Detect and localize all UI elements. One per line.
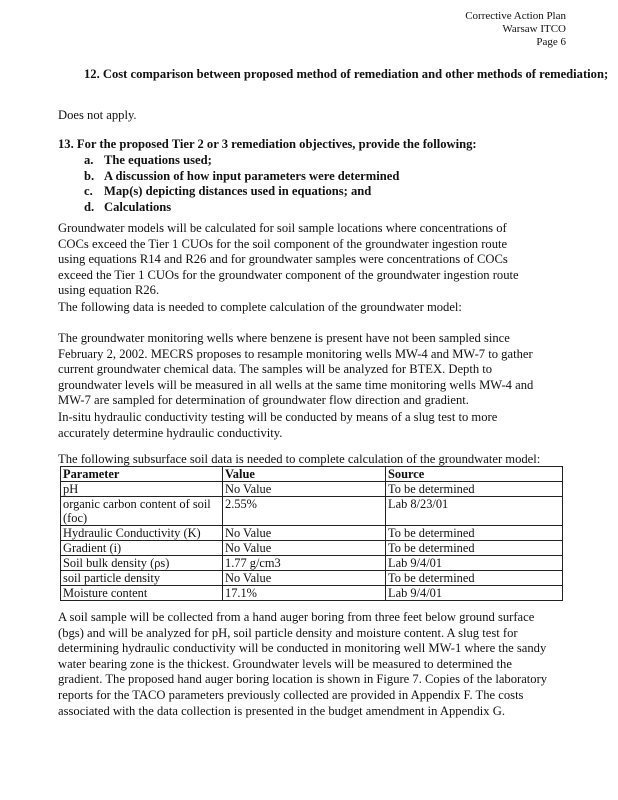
section-12-body: Does not apply.: [58, 108, 137, 122]
paragraph-soil-sample: A soil sample will be collected from a hand auger boring from three feet below ground surface (bgs) and will be analyzed for pH, soil particle density and moisture content. A slug test for determining hydraulic conductivity will be conducted in monitoring well MW-1 where the sandy water bearing zone is the thickest. Groundwater levels will be measured to determined the gradient. The proposed hand auger boring location is shown in Figure 7. Copies of the laboratory reports for the TACO parameters previously collected are provided in Appendix F. The costs associated with the data collection is presented in the budget amendment in Appendix G.: [58, 610, 548, 718]
section-13-list: [58, 153, 568, 215]
table-row: [61, 497, 563, 526]
cell: To be determined: [386, 482, 563, 497]
cell: organic carbon content of soil (foc): [61, 497, 223, 526]
cell: Hydraulic Conductivity (K): [61, 526, 223, 541]
cell: Lab 9/4/01: [386, 586, 563, 601]
list-text: A discussion of how input parameters were determined: [104, 168, 400, 183]
cell: To be determined: [386, 526, 563, 541]
table-row: [61, 556, 563, 571]
cell: soil particle density: [61, 571, 223, 586]
soil-data-table: [60, 466, 563, 601]
list-item: [58, 169, 568, 185]
cell: pH: [61, 482, 223, 497]
list-text: Map(s) depicting distances used in equations; and: [104, 184, 372, 199]
cell: To be determined: [386, 541, 563, 556]
cell: To be determined: [386, 571, 563, 586]
list-item: [58, 153, 568, 169]
cell: No Value: [223, 482, 386, 497]
paragraph-data-needed: The following data is needed to complete calculation of the groundwater model:: [58, 300, 462, 314]
list-item: [58, 200, 568, 216]
header-site: Warsaw ITCO: [502, 23, 566, 35]
table-header-row: [61, 467, 563, 482]
table-row: [61, 541, 563, 556]
list-letter: c.: [84, 184, 93, 199]
table-row: [61, 526, 563, 541]
cell: 1.77 g/cm3: [223, 556, 386, 571]
column-header: Value: [223, 467, 386, 482]
cell: Moisture content: [61, 586, 223, 601]
header-title: Corrective Action Plan: [465, 10, 566, 22]
list-letter: a.: [84, 153, 94, 167]
list-text: The equations used;: [104, 153, 212, 167]
cell: Lab 8/23/01: [386, 497, 563, 526]
table-caption: The following subsurface soil data is needed to complete calculation of the groundwater model:: [58, 452, 541, 466]
list-item: [58, 184, 568, 200]
cell: 17.1%: [223, 586, 386, 601]
table-row: [61, 586, 563, 601]
table-row: [61, 571, 563, 586]
cell: No Value: [223, 571, 386, 586]
cell: Soil bulk density (ρs): [61, 556, 223, 571]
list-letter: b.: [84, 168, 95, 183]
column-header: Parameter: [61, 467, 223, 482]
table-row: [61, 482, 563, 497]
paragraph-monitoring-wells: The groundwater monitoring wells where benzene is present have not been sampled since February 2, 2002. MECRS proposes to resample monitoring wells MW-4 and MW-7 to gather current groundwater chemical data. The samples will be analyzed for BTEX. Depth to groundwater levels will be measured in all wells at the same time monitoring wells MW-4 and MW-7 are sampled for determination of groundwater flow direction and gradient.: [58, 331, 534, 408]
list-letter: d.: [84, 199, 95, 214]
section-13-heading: 13. For the proposed Tier 2 or 3 remediation objectives, provide the following:: [58, 137, 477, 151]
cell: 2.55%: [223, 497, 386, 526]
header-page-number: Page 6: [536, 36, 566, 48]
column-header: Source: [386, 467, 563, 482]
list-text: Calculations: [104, 199, 172, 214]
paragraph-groundwater-models: Groundwater models will be calculated for soil sample locations where concentrations of COCs exceed the Tier 1 CUOs for the soil component of the groundwater ingestion route using equations R14 and R26 and for groundwater samples were concentrations of COCs exceed the Tier 1 CUOs for the groundwater component of the groundwater ingestion route using equation R26.: [58, 221, 519, 298]
cell: No Value: [223, 526, 386, 541]
cell: Lab 9/4/01: [386, 556, 563, 571]
cell: No Value: [223, 541, 386, 556]
paragraph-in-situ: In-situ hydraulic conductivity testing will be conducted by means of a slug test to more accurately determine hydraulic conductivity.: [58, 410, 498, 440]
section-12-heading: 12. Cost comparison between proposed method of remediation and other methods of remediation;: [84, 67, 609, 81]
cell: Gradient (i): [61, 541, 223, 556]
page-header: [465, 10, 566, 49]
